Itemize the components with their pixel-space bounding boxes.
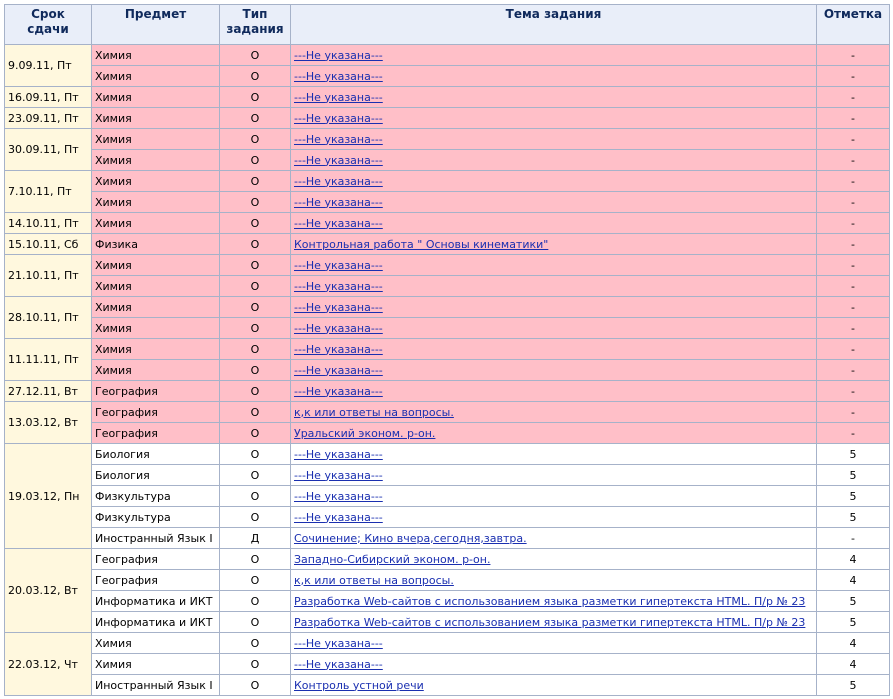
due-date-cell: 27.12.11, Вт (5, 381, 92, 402)
topic-cell (291, 444, 817, 465)
topic-cell (291, 45, 817, 66)
topic-link[interactable]: ---Не указана--- (294, 174, 383, 188)
mark-cell: - (817, 108, 890, 129)
table-row (5, 66, 890, 87)
topic-cell (291, 297, 817, 318)
table-row (5, 129, 890, 150)
table-row (5, 171, 890, 192)
subject-cell: Химия (92, 255, 220, 276)
topic-link[interactable]: ---Не указана--- (294, 510, 383, 524)
table-row (5, 234, 890, 255)
type-cell: О (220, 171, 291, 192)
subject-cell: Химия (92, 45, 220, 66)
type-cell: О (220, 507, 291, 528)
table-row (5, 633, 890, 654)
type-cell: О (220, 297, 291, 318)
topic-cell (291, 66, 817, 87)
subject-cell: Информатика и ИКТ (92, 612, 220, 633)
subject-cell: Информатика и ИКТ (92, 591, 220, 612)
mark-cell: 5 (817, 507, 890, 528)
table-row (5, 591, 890, 612)
table-row (5, 255, 890, 276)
subject-cell: Физика (92, 234, 220, 255)
subject-cell: География (92, 423, 220, 444)
subject-cell: Химия (92, 213, 220, 234)
due-date-cell: 9.09.11, Пт (5, 45, 92, 87)
mark-cell: 5 (817, 444, 890, 465)
table-row (5, 402, 890, 423)
subject-cell: Иностранный Язык I (92, 528, 220, 549)
topic-link[interactable]: ---Не указана--- (294, 447, 383, 461)
topic-cell (291, 192, 817, 213)
topic-cell (291, 360, 817, 381)
mark-cell: - (817, 45, 890, 66)
column-header-date (5, 5, 92, 45)
subject-cell: Химия (92, 318, 220, 339)
topic-link[interactable]: к,к или ответы на вопросы. (294, 405, 454, 419)
topic-link[interactable]: ---Не указана--- (294, 258, 383, 272)
mark-cell: - (817, 213, 890, 234)
subject-cell: Физкультура (92, 486, 220, 507)
topic-cell (291, 423, 817, 444)
subject-cell: Химия (92, 192, 220, 213)
type-cell: О (220, 360, 291, 381)
topic-cell (291, 108, 817, 129)
topic-cell (291, 234, 817, 255)
due-date-cell: 21.10.11, Пт (5, 255, 92, 297)
mark-cell: - (817, 276, 890, 297)
table-row (5, 486, 890, 507)
column-header-type (220, 5, 291, 45)
subject-cell: Химия (92, 633, 220, 654)
due-date-cell: 15.10.11, Сб (5, 234, 92, 255)
subject-cell: Химия (92, 150, 220, 171)
homework-table (4, 4, 890, 696)
table-row (5, 654, 890, 675)
topic-cell (291, 129, 817, 150)
subject-cell: Иностранный Язык I (92, 675, 220, 696)
mark-cell: - (817, 402, 890, 423)
topic-cell (291, 87, 817, 108)
topic-cell (291, 654, 817, 675)
header-type-line2: задания (226, 22, 284, 36)
mark-cell: 4 (817, 549, 890, 570)
mark-cell: 4 (817, 633, 890, 654)
subject-cell: Химия (92, 108, 220, 129)
table-row (5, 339, 890, 360)
topic-cell (291, 402, 817, 423)
table-row (5, 423, 890, 444)
subject-cell: Химия (92, 297, 220, 318)
mark-cell: - (817, 87, 890, 108)
topic-link[interactable]: ---Не указана--- (294, 216, 383, 230)
header-row (5, 5, 890, 45)
type-cell: О (220, 108, 291, 129)
table-row (5, 612, 890, 633)
type-cell: О (220, 318, 291, 339)
topic-cell (291, 213, 817, 234)
mark-cell: 5 (817, 675, 890, 696)
mark-cell: 4 (817, 570, 890, 591)
table-row (5, 528, 890, 549)
table-row (5, 276, 890, 297)
topic-link[interactable]: Западно-Сибирский эконом. р-он. (294, 552, 491, 566)
type-cell: О (220, 192, 291, 213)
topic-link[interactable]: ---Не указана--- (294, 48, 383, 62)
topic-link[interactable]: ---Не указана--- (294, 363, 383, 377)
type-cell: О (220, 402, 291, 423)
subject-cell: География (92, 402, 220, 423)
topic-link[interactable]: ---Не указана--- (294, 195, 383, 209)
topic-cell (291, 486, 817, 507)
due-date-cell: 28.10.11, Пт (5, 297, 92, 339)
due-date-cell: 11.11.11, Пт (5, 339, 92, 381)
subject-cell: Химия (92, 339, 220, 360)
subject-cell: Физкультура (92, 507, 220, 528)
subject-cell: География (92, 381, 220, 402)
topic-cell (291, 591, 817, 612)
header-type-line1: Тип (242, 7, 268, 21)
type-cell: Д (220, 528, 291, 549)
table-row (5, 297, 890, 318)
topic-cell (291, 549, 817, 570)
topic-link[interactable]: ---Не указана--- (294, 468, 383, 482)
due-date-cell: 14.10.11, Пт (5, 213, 92, 234)
subject-cell: География (92, 570, 220, 591)
topic-cell (291, 381, 817, 402)
mark-cell: 5 (817, 465, 890, 486)
topic-link[interactable]: Разработка Web-сайтов с использованием языка разметки гипертекста HTML. П/р № 23 (294, 594, 806, 608)
type-cell: О (220, 255, 291, 276)
type-cell: О (220, 549, 291, 570)
type-cell: О (220, 570, 291, 591)
topic-link[interactable]: ---Не указана--- (294, 384, 383, 398)
subject-cell: География (92, 549, 220, 570)
mark-cell: 4 (817, 654, 890, 675)
topic-cell (291, 255, 817, 276)
topic-link[interactable]: ---Не указана--- (294, 111, 383, 125)
type-cell: О (220, 213, 291, 234)
topic-link[interactable]: ---Не указана--- (294, 636, 383, 650)
due-date-cell: 22.03.12, Чт (5, 633, 92, 696)
topic-link[interactable]: Уральский эконом. р-он. (294, 426, 436, 440)
topic-cell (291, 465, 817, 486)
type-cell: О (220, 150, 291, 171)
type-cell: О (220, 486, 291, 507)
table-row (5, 87, 890, 108)
column-header-subject: Предмет (92, 5, 220, 45)
mark-cell: 5 (817, 612, 890, 633)
topic-link[interactable]: Сочинение; Кино вчера,сегодня,завтра. (294, 531, 527, 545)
due-date-cell: 16.09.11, Пт (5, 87, 92, 108)
topic-cell (291, 570, 817, 591)
type-cell: О (220, 129, 291, 150)
due-date-cell: 20.03.12, Вт (5, 549, 92, 633)
topic-link[interactable]: ---Не указана--- (294, 657, 383, 671)
topic-link[interactable]: Контрольная работа " Основы кинематики" (294, 237, 549, 251)
type-cell: О (220, 465, 291, 486)
table-row (5, 381, 890, 402)
mark-cell: 5 (817, 591, 890, 612)
column-header-topic: Тема задания (291, 5, 817, 45)
topic-link[interactable]: ---Не указана--- (294, 90, 383, 104)
type-cell: О (220, 633, 291, 654)
subject-cell: Химия (92, 171, 220, 192)
table-body (5, 45, 890, 696)
topic-link[interactable]: ---Не указана--- (294, 279, 383, 293)
topic-cell (291, 171, 817, 192)
subject-cell: Химия (92, 66, 220, 87)
table-row (5, 192, 890, 213)
topic-cell (291, 150, 817, 171)
type-cell: О (220, 654, 291, 675)
topic-cell (291, 528, 817, 549)
topic-link[interactable]: ---Не указана--- (294, 489, 383, 503)
type-cell: О (220, 444, 291, 465)
table-row (5, 465, 890, 486)
subject-cell: Химия (92, 360, 220, 381)
mark-cell: 5 (817, 486, 890, 507)
topic-link[interactable]: ---Не указана--- (294, 321, 383, 335)
type-cell: О (220, 591, 291, 612)
table-row (5, 45, 890, 66)
type-cell: О (220, 66, 291, 87)
subject-cell: Химия (92, 129, 220, 150)
type-cell: О (220, 675, 291, 696)
type-cell: О (220, 45, 291, 66)
topic-link[interactable]: к,к или ответы на вопросы. (294, 573, 454, 587)
subject-cell: Химия (92, 276, 220, 297)
mark-cell: - (817, 129, 890, 150)
table-row (5, 549, 890, 570)
table-row (5, 108, 890, 129)
topic-cell (291, 318, 817, 339)
mark-cell: - (817, 297, 890, 318)
topic-cell (291, 507, 817, 528)
topic-cell (291, 276, 817, 297)
type-cell: О (220, 339, 291, 360)
type-cell: О (220, 234, 291, 255)
mark-cell: - (817, 192, 890, 213)
mark-cell: - (817, 339, 890, 360)
due-date-cell: 7.10.11, Пт (5, 171, 92, 213)
subject-cell: Химия (92, 654, 220, 675)
subject-cell: Биология (92, 444, 220, 465)
type-cell: О (220, 423, 291, 444)
table-row (5, 360, 890, 381)
topic-link[interactable]: Контроль устной речи (294, 678, 424, 692)
mark-cell: - (817, 171, 890, 192)
mark-cell: - (817, 234, 890, 255)
mark-cell: - (817, 318, 890, 339)
type-cell: О (220, 612, 291, 633)
table-row (5, 675, 890, 696)
mark-cell: - (817, 360, 890, 381)
mark-cell: - (817, 423, 890, 444)
topic-link[interactable]: ---Не указана--- (294, 132, 383, 146)
table-row (5, 444, 890, 465)
table-row (5, 150, 890, 171)
topic-link[interactable]: Разработка Web-сайтов с использованием языка разметки гипертекста HTML. П/р № 23 (294, 615, 806, 629)
mark-cell: - (817, 66, 890, 87)
table-row (5, 318, 890, 339)
topic-link[interactable]: ---Не указана--- (294, 300, 383, 314)
header-date-line1: Срок (31, 7, 65, 21)
table-row (5, 507, 890, 528)
type-cell: О (220, 276, 291, 297)
due-date-cell: 13.03.12, Вт (5, 402, 92, 444)
topic-cell (291, 633, 817, 654)
topic-cell (291, 339, 817, 360)
mark-cell: - (817, 150, 890, 171)
header-date-line2: сдачи (27, 22, 69, 36)
subject-cell: Биология (92, 465, 220, 486)
topic-link[interactable]: ---Не указана--- (294, 69, 383, 83)
topic-link[interactable]: ---Не указана--- (294, 153, 383, 167)
mark-cell: - (817, 381, 890, 402)
due-date-cell: 30.09.11, Пт (5, 129, 92, 171)
mark-cell: - (817, 528, 890, 549)
topic-cell (291, 675, 817, 696)
column-header-mark: Отметка (817, 5, 890, 45)
type-cell: О (220, 87, 291, 108)
topic-link[interactable]: ---Не указана--- (294, 342, 383, 356)
topic-cell (291, 612, 817, 633)
type-cell: О (220, 381, 291, 402)
mark-cell: - (817, 255, 890, 276)
due-date-cell: 23.09.11, Пт (5, 108, 92, 129)
due-date-cell: 19.03.12, Пн (5, 444, 92, 549)
table-row (5, 213, 890, 234)
table-row (5, 570, 890, 591)
subject-cell: Химия (92, 87, 220, 108)
